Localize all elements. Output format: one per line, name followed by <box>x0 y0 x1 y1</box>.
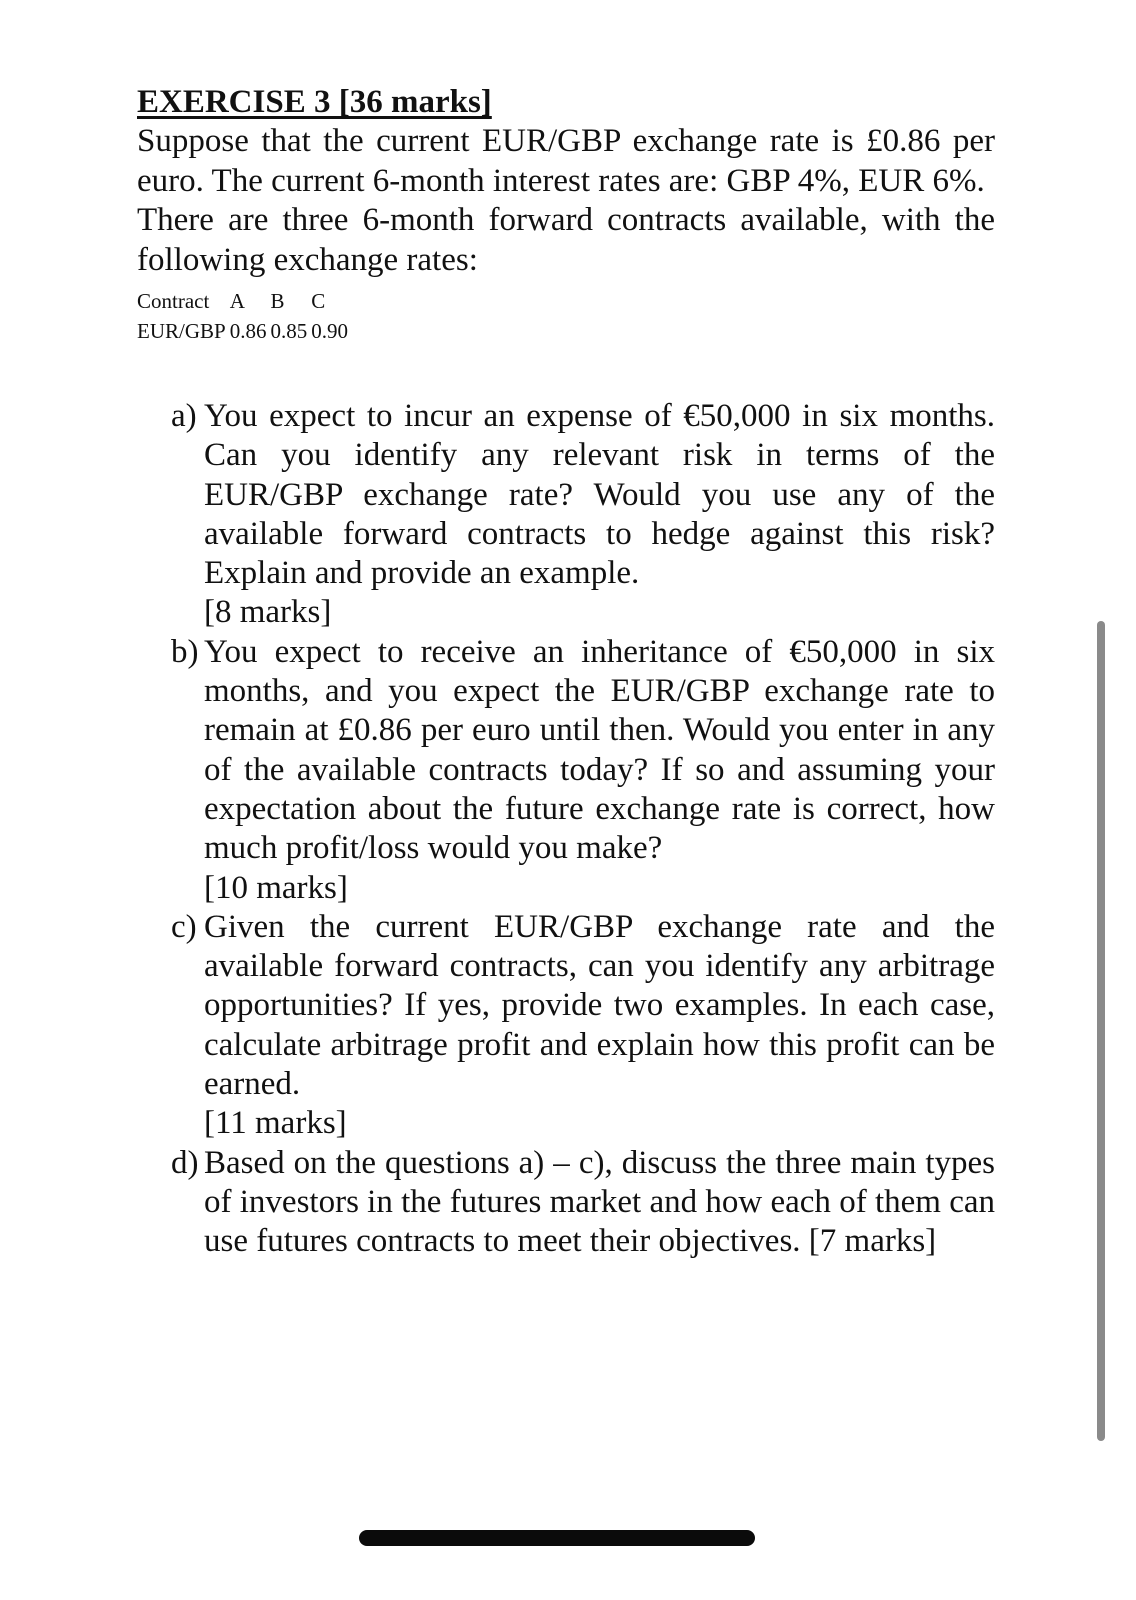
intro-paragraph: Suppose that the current EUR/GBP exchange rate is £0.86 per euro. The current 6-month interest rates are: GBP 4%, EUR 6%. <box>137 123 995 199</box>
question-c <box>171 908 995 1144</box>
table-header-label: Contract <box>137 289 210 313</box>
question-label: a) <box>171 398 197 434</box>
table-header-row <box>137 286 352 316</box>
contract-a-label: A <box>229 289 245 313</box>
contract-b-rate: 0.85 <box>270 319 308 343</box>
vertical-scrollbar[interactable] <box>1097 621 1105 1441</box>
contract-a-rate: 0.86 <box>229 319 267 343</box>
table-rate-row <box>137 316 352 346</box>
question-d <box>171 1144 995 1262</box>
question-list <box>171 397 995 1262</box>
home-indicator-bar[interactable] <box>359 1530 755 1546</box>
exercise-title: EXERCISE 3 [36 marks] <box>137 84 492 120</box>
contract-b-label: B <box>270 289 285 313</box>
contract-c-label: C <box>311 289 326 313</box>
question-label: d) <box>171 1144 199 1181</box>
question-marks: [10 marks] <box>204 869 348 906</box>
question-marks: [8 marks] <box>204 594 332 631</box>
table-row-label: EUR/GBP <box>137 319 226 343</box>
question-label: b) <box>171 633 199 670</box>
question-label: c) <box>171 908 197 945</box>
question-a <box>171 397 995 633</box>
question-text: Based on the questions a) – c), discuss the three main types of investors in the futures market and how each of them can use futures contracts to meet their objectives. [7 marks] <box>204 1144 995 1260</box>
forward-contracts-table <box>137 286 352 346</box>
question-marks: [11 marks] <box>204 1105 347 1142</box>
contract-c-rate: 0.90 <box>311 319 348 343</box>
question-text: You expect to receive an inheritance of €50,000 in six months, and you expect the EUR/GBP exchange rate to remain at £0.86 per euro until then. Would you enter in any of the available contracts today? If so and assuming your expectation about the future exchange rate is correct, how much profit/loss would you make? <box>204 633 995 867</box>
question-b <box>171 633 995 908</box>
question-text: Given the current EUR/GBP exchange rate and the available forward contracts, can you identify any arbitrage opportunities? If yes, provide two examples. In each case, calculate arbitrage profit and explain how this profit can be earned. <box>204 908 995 1103</box>
document-page <box>137 82 995 1262</box>
question-text: You expect to incur an expense of €50,000 in six months. Can you identify any relevant risk in terms of the EUR/GBP exchange rate? Would you use any of the available forward contracts to hedge against this risk? Explain and provide an example. <box>204 398 995 592</box>
contracts-intro-paragraph: There are three 6-month forward contracts available, with the following exchange rates: <box>137 202 995 278</box>
